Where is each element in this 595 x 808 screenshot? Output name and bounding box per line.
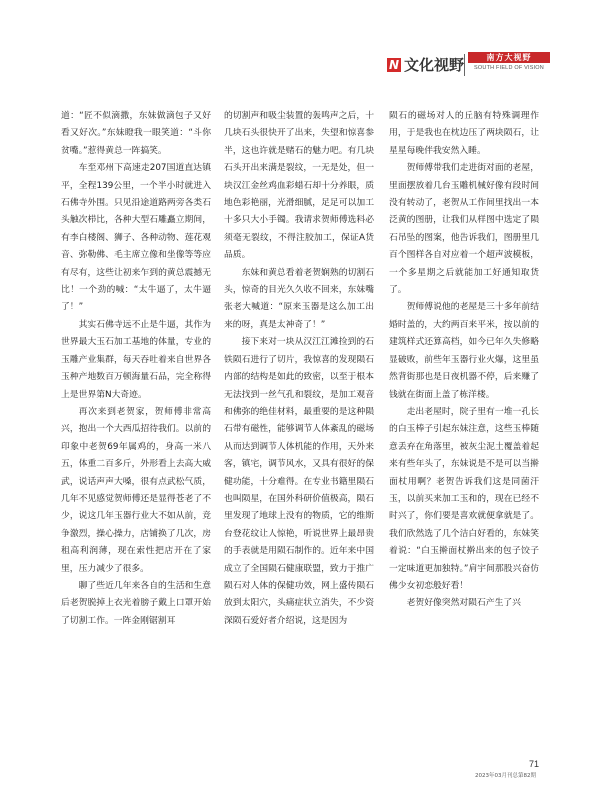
paragraph: 车至邓州下高速走207国道直达镇平，全程139公里，一个半小时就进入石佛寺外围。只见沿途道路两旁各类石头触次栉比，各种大型石雕矗立期间，有李白楼阁、狮子、各种动物、莲花观音、弥勒佛、毛主席立像和坐像等等应有尽有，这些让初来乍到的黄总震撼无比！一个劲的喊：“太牛逼了，太牛逼了！” — [61, 163, 211, 313]
paragraph: 的切割声和吸尘装置的轰鸣声之后，十几块石头很快开了出来，失望和惊喜参半，这也许就是赌石的魅力吧。有几块石头开出来满是裂纹，一无是处，但一块汉江金丝鸡血彩蜡石却十分养眼，质地色彩艳丽，光滑细腻，足足可以加工十多只大小手镯。我请求贺师傅选料必须毫无裂纹，不得注胶加工，保证A货品质。 — [224, 111, 374, 261]
magazine-logo-icon: N — [388, 58, 400, 72]
paragraph: 再次来到老贺家，贺师傅非常高兴，抱出一个大西瓜招待我们。以前的印象中老贺69年属鸡的，身高一米八五，体重二百多斤，外形看上去高大威武，说话声声大嗓，很有点武松气质，几年不见感觉贺师傅还是显得苍老了不少，说这几年玉器行业大不如从前，竞争激烈，操心操力，店铺换了几次，房租高利润薄，现在索性把店开在了家里，压力减少了很多。 — [61, 406, 211, 574]
page-header — [0, 52, 595, 78]
text-column-3 — [389, 108, 539, 613]
paragraph: 走出老屋时，院子里有一堆一孔长的白玉棒子引起东妹注意，这些玉棒随意丢弃在角落里，被灰尘泥土覆盖着起来有些年头了，东妹说是不是可以当擀面杖用啊？老贺告诉我们这是同菌汗玉，以前买来加工玉和的，现在已经不时兴了，你们要是喜欢就便拿就是了。我们欣然选了几个洁白好看的，东妹笑着说：“白玉擀面杖擀出来的包子饺子一定味道更加独特。”肩宇间那股兴奋仿佛少女初恋般好看！ — [389, 406, 539, 591]
text-column-2 — [224, 108, 374, 630]
text-column-1 — [61, 108, 211, 630]
brand-subtitle: SOUTH FIELD OF VISION — [474, 65, 544, 71]
header-divider — [464, 54, 465, 76]
paragraph: 贺师傅说他的老屋是三十多年前结婚时盖的，大约两百来平米，按以前的建筑样式还算高档，如今已年久失修略显破败，前些年玉器行业火爆，这里虽然背街那也是日夜机器不停，后来赚了钱就在街面上盖了栋洋楼。 — [389, 302, 539, 400]
paragraph: 其实石佛寺远不止是牛逼，其作为世界最大玉石加工基地的体量，专业的玉雕产业集群，每天吞吐着来自世界各玉种产地数百万顿海量石品，完全称得上是世界第N大奇迹。 — [61, 319, 211, 400]
paragraph: 贺师傅带我们走进街对面的老屋，里面摆放着几台玉雕机械好像有段时间没有转动了，老贺从工作间里找出一本泛黄的图册，让我们从样图中选定了陨石吊坠的图案，他告诉我们，图册里几百个图样各自对应着一个超声波模板，一个多星期之后就能加工好通知取货了。 — [389, 163, 539, 296]
page-number: 71 — [529, 759, 540, 769]
paragraph: 道：“匠不似滴撒，东妹做滴包子又好看又好次。”东妹瞪我一眼笑道：“斗你贫嘴。”惹得黄总一阵搞笑。 — [61, 111, 211, 156]
paragraph: 老贺好像突然对陨石产生了兴 — [406, 598, 521, 609]
paragraph: 陨石的磁场对人的丘脑有特殊调理作用，于是我也在枕边压了两块陨石，让星星每晚伴我安然入睡。 — [389, 111, 539, 156]
paragraph: 聊了些近几年来各自的生活和生意后老贺脱掉上衣光着膀子戴上口罩开始了切割工作。一阵金刚锯割耳 — [61, 580, 211, 626]
issue-info: 2023年03月刊总第82期 — [475, 773, 536, 779]
brand-badge: 南方大视野 — [468, 52, 550, 63]
paragraph: 接下来对一块从汉江江滩捡到的石铁陨石进行了切片，我惊喜的发现陨石内部的结构是如此的致密，以至于根本无法找到一丝气孔和裂纹，是加工观音和佛弥的绝佳材料，最重要的是这种陨石带有磁性，能够调节人体紊乱的磁场从而达到调节人体机能的作用，天外来客，镇宅，调节风水，又具有很好的保健功能，十分难得。在专业书籍里陨石也叫陨星，在国外科研价值极高，陨石里发现了地球上没有的物质，它的维斯台登花纹让人惊艳，听说世界上最昂贵的手表就是用陨石制作的。近年来中国成立了全国陨石健康联盟，致力于推广陨石对人体的保健功效，网上盛传陨石放到太阳穴，头痛症状立消失，不少资深陨石爱好者介绍说，这是因为 — [224, 337, 374, 626]
section-title: 文化视野 — [404, 56, 465, 74]
paragraph: 东妹和黄总看着老贺娴熟的切割石头，惊奇的目光久久收不回来，东妹嘴张老大喊道：“原来玉器是这么加工出来的呀，真是太神奇了！” — [224, 267, 374, 330]
